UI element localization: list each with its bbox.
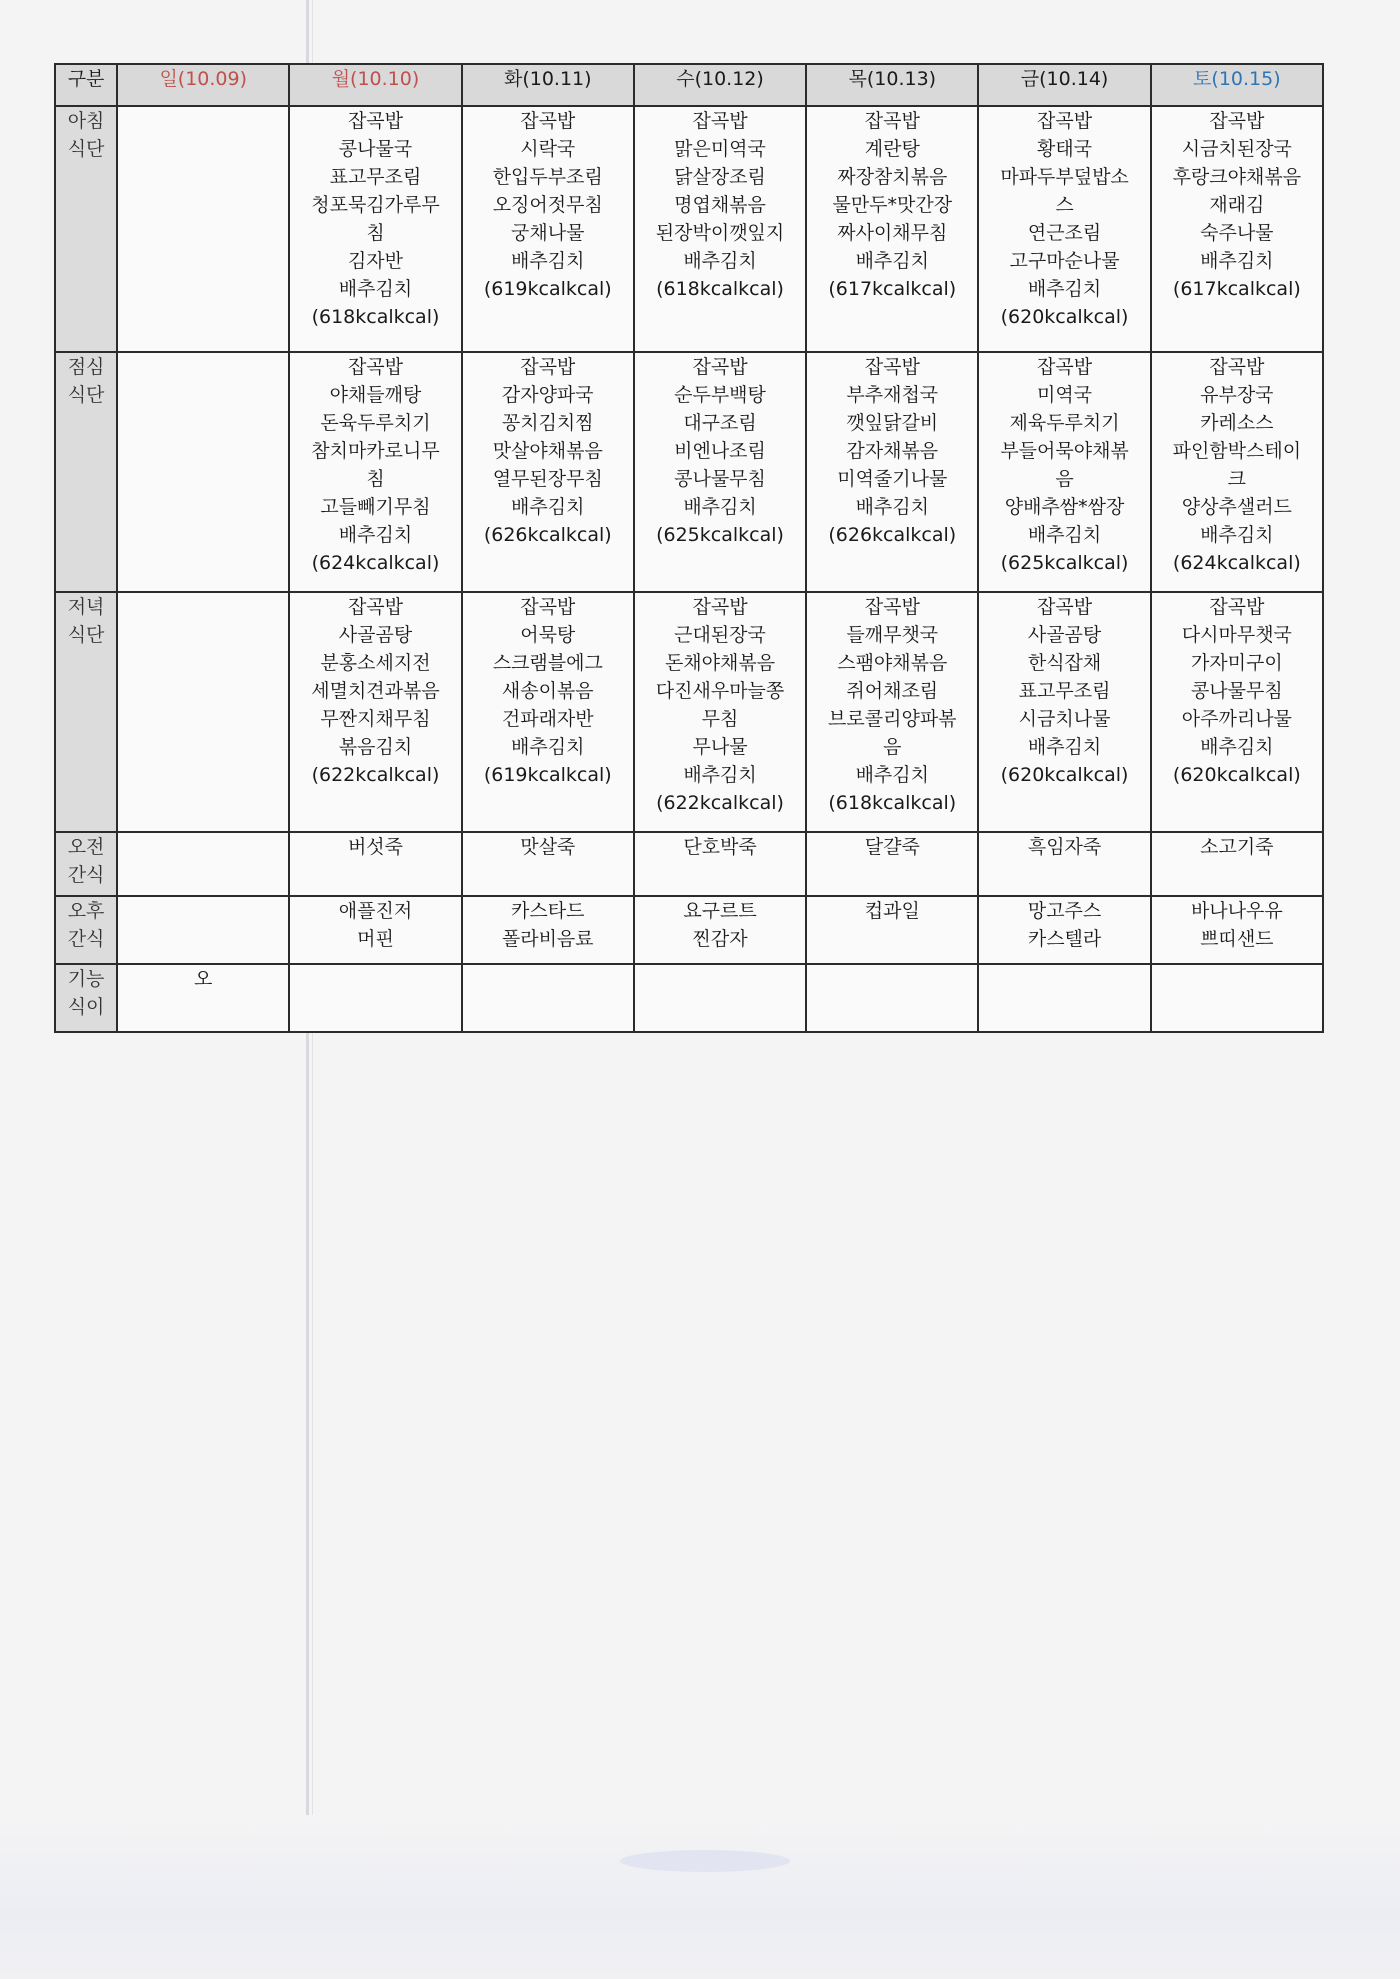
menu-item: (618kcalkcal) bbox=[828, 792, 957, 814]
menu-item: 참치마카로니무 bbox=[311, 440, 440, 462]
menu-item: 표고무조림 bbox=[329, 166, 422, 188]
pm-snack-cell-tue bbox=[462, 896, 634, 964]
menu-item: 폴라비음료 bbox=[501, 928, 594, 950]
lunch-cell-tue bbox=[462, 352, 634, 592]
breakfast-row bbox=[55, 106, 1323, 352]
lunch-cell-wed bbox=[634, 352, 806, 592]
breakfast-cell-wed bbox=[634, 106, 806, 352]
lunch-row bbox=[55, 352, 1323, 592]
menu-item: 찐감자 bbox=[692, 928, 748, 950]
menu-item: 배추김치 bbox=[855, 250, 929, 272]
menu-item: 무짠지채무침 bbox=[320, 708, 431, 730]
header-category-label: 구분 bbox=[55, 64, 117, 106]
header-row bbox=[55, 64, 1323, 106]
pm-snack-cell-mon bbox=[289, 896, 461, 964]
menu-item: 부들어묵야채볶 bbox=[1000, 440, 1129, 462]
menu-item: 양상추샐러드 bbox=[1181, 496, 1292, 518]
menu-item: 잡곡밥 bbox=[692, 596, 748, 618]
menu-item: 순두부백탕 bbox=[674, 384, 766, 406]
menu-item: 계란탕 bbox=[864, 138, 920, 160]
menu-item: 카레소스 bbox=[1200, 412, 1274, 434]
dinner-row-label bbox=[55, 592, 117, 832]
menu-item: 짜장참치볶음 bbox=[837, 166, 948, 188]
row-label-line: 오후 bbox=[67, 900, 105, 922]
row-label-line: 식이 bbox=[67, 996, 105, 1018]
header-day-wed: 수(10.12) bbox=[634, 64, 806, 106]
menu-item: 고들빼기무침 bbox=[320, 496, 431, 518]
menu-item: 배추김치 bbox=[1027, 736, 1102, 758]
row-label-line: 오전 bbox=[67, 836, 105, 858]
menu-item: 카스텔라 bbox=[1027, 928, 1102, 950]
header-day-mon: 월(10.10) bbox=[289, 64, 461, 106]
menu-item: 분홍소세지전 bbox=[320, 652, 431, 674]
menu-item: 쁘띠샌드 bbox=[1200, 928, 1274, 950]
dinner-cell-sun bbox=[117, 592, 289, 832]
menu-item: 잡곡밥 bbox=[692, 110, 748, 132]
menu-item: 무침 bbox=[701, 708, 739, 730]
menu-item: 머핀 bbox=[357, 928, 394, 950]
menu-item: 명엽채볶음 bbox=[674, 194, 766, 216]
menu-item: 컵과일 bbox=[864, 900, 920, 922]
menu-item: 숙주나물 bbox=[1200, 222, 1274, 244]
pm-snack-cell-fri bbox=[978, 896, 1150, 964]
menu-item: 마파두부덮밥소 bbox=[1000, 166, 1129, 188]
am-snack-cell-sun bbox=[117, 832, 289, 896]
menu-item: 유부장국 bbox=[1200, 384, 1274, 406]
functional-cell-thu bbox=[806, 964, 978, 1032]
menu-item: 잡곡밥 bbox=[864, 356, 920, 378]
breakfast-cell-tue bbox=[462, 106, 634, 352]
functional-diet-row bbox=[55, 964, 1323, 1032]
menu-item: 버섯죽 bbox=[347, 836, 404, 858]
breakfast-cell-sun bbox=[117, 106, 289, 352]
functional-cell-mon bbox=[289, 964, 461, 1032]
menu-item: 잡곡밥 bbox=[1209, 356, 1265, 378]
menu-item: 쥐어채조림 bbox=[846, 680, 939, 702]
dinner-cell-tue bbox=[462, 592, 634, 832]
menu-item: 요구르트 bbox=[683, 900, 757, 922]
menu-item: 후랑크야채볶음 bbox=[1172, 166, 1302, 188]
menu-item: (618kcalkcal) bbox=[311, 306, 440, 328]
menu-item: 재래김 bbox=[1209, 194, 1265, 216]
menu-item: 무나물 bbox=[692, 736, 748, 758]
am-snack-cell-wed bbox=[634, 832, 806, 896]
menu-item: 깻잎닭갈비 bbox=[846, 412, 939, 434]
menu-item: 배추김치 bbox=[683, 250, 757, 272]
menu-item: 배추김치 bbox=[338, 524, 413, 546]
menu-item: 한입두부조림 bbox=[492, 166, 603, 188]
lunch-cell-thu bbox=[806, 352, 978, 592]
am-snack-cell-sat bbox=[1151, 832, 1323, 896]
menu-item: 미역줄기나물 bbox=[837, 468, 948, 490]
breakfast-cell-fri bbox=[978, 106, 1150, 352]
pm-snack-row-label bbox=[55, 896, 117, 964]
menu-item: 김자반 bbox=[347, 250, 404, 272]
menu-item: (625kcalkcal) bbox=[656, 524, 784, 546]
functional-cell-tue bbox=[462, 964, 634, 1032]
menu-item: 황태국 bbox=[1037, 138, 1093, 160]
menu-item: 시금치나물 bbox=[1018, 708, 1111, 730]
menu-item: 배추김치 bbox=[1200, 250, 1274, 272]
lunch-cell-mon bbox=[289, 352, 461, 592]
menu-item: 양배추쌈*쌈장 bbox=[1004, 496, 1125, 518]
menu-item: 부추재첩국 bbox=[846, 384, 939, 406]
am-snack-row bbox=[55, 832, 1323, 896]
menu-item: 대구조림 bbox=[683, 412, 757, 434]
menu-item: (624kcalkcal) bbox=[311, 552, 440, 574]
menu-item: 스 bbox=[1055, 194, 1074, 216]
menu-item: 꽁치김치찜 bbox=[501, 412, 594, 434]
header-day-tue: 화(10.11) bbox=[462, 64, 634, 106]
menu-item: 맛살죽 bbox=[520, 836, 576, 858]
pm-snack-row bbox=[55, 896, 1323, 964]
menu-item: 잡곡밥 bbox=[1037, 596, 1093, 618]
menu-item: 브로콜리양파볶 bbox=[828, 708, 957, 730]
row-label-line: 식단 bbox=[67, 384, 105, 406]
lunch-cell-sun bbox=[117, 352, 289, 592]
menu-item: 돈육두루치기 bbox=[320, 412, 431, 434]
menu-item: 크 bbox=[1227, 468, 1247, 490]
functional-cell-fri bbox=[978, 964, 1150, 1032]
menu-item: 배추김치 bbox=[683, 496, 757, 518]
row-label-line: 식단 bbox=[67, 138, 105, 160]
pm-snack-cell-sat bbox=[1151, 896, 1323, 964]
row-label-line: 간식 bbox=[67, 928, 105, 950]
am-snack-cell-thu bbox=[806, 832, 978, 896]
menu-item: 맑은미역국 bbox=[674, 138, 766, 160]
menu-item: 소고기죽 bbox=[1200, 836, 1274, 858]
header-day-thu: 목(10.13) bbox=[806, 64, 978, 106]
menu-item: 잡곡밥 bbox=[1037, 356, 1093, 378]
menu-item: 침 bbox=[366, 468, 385, 490]
menu-item: 음 bbox=[883, 736, 902, 758]
header-day-sun: 일(10.09) bbox=[117, 64, 289, 106]
menu-item: 들깨무챗국 bbox=[846, 624, 939, 646]
menu-item: 닭살장조림 bbox=[674, 166, 766, 188]
breakfast-cell-thu bbox=[806, 106, 978, 352]
functional-cell-wed bbox=[634, 964, 806, 1032]
row-label-line: 점심 bbox=[67, 356, 105, 378]
menu-item: 음 bbox=[1055, 468, 1074, 490]
menu-item: 된장박이깻잎지 bbox=[655, 222, 785, 244]
menu-item: 세멸치견과볶음 bbox=[311, 680, 440, 702]
menu-item: 스팸야채볶음 bbox=[837, 652, 948, 674]
menu-item: 망고주스 bbox=[1027, 900, 1102, 922]
menu-item: 스크램블에그 bbox=[492, 652, 603, 674]
menu-item: 흑임자죽 bbox=[1027, 836, 1102, 858]
menu-item: 잡곡밥 bbox=[347, 356, 404, 378]
menu-item: 새송이볶음 bbox=[501, 680, 594, 702]
menu-item: 애플진저 bbox=[338, 900, 413, 922]
scan-bottom-shadow bbox=[0, 1815, 1400, 1979]
menu-item: 배추김치 bbox=[1200, 736, 1274, 758]
menu-item: (624kcalkcal) bbox=[1172, 552, 1301, 574]
menu-item: 가자미구이 bbox=[1190, 652, 1283, 674]
menu-item: 배추김치 bbox=[683, 764, 757, 786]
menu-item: 표고무조림 bbox=[1018, 680, 1111, 702]
menu-item: (622kcalkcal) bbox=[656, 792, 784, 814]
functional-cell-sun bbox=[117, 964, 289, 1032]
row-label-line: 간식 bbox=[67, 864, 105, 886]
pm-snack-cell-wed bbox=[634, 896, 806, 964]
pm-snack-cell-thu bbox=[806, 896, 978, 964]
menu-item: (625kcalkcal) bbox=[1000, 552, 1129, 574]
am-snack-cell-tue bbox=[462, 832, 634, 896]
menu-item: 시금치된장국 bbox=[1181, 138, 1292, 160]
menu-item: 사골곰탕 bbox=[338, 624, 413, 646]
weekly-meal-table bbox=[54, 63, 1324, 1033]
menu-item: 카스타드 bbox=[511, 900, 585, 922]
menu-item: 단호박죽 bbox=[683, 836, 757, 858]
menu-item: 달걀죽 bbox=[864, 836, 920, 858]
menu-item: 열무된장무침 bbox=[492, 468, 603, 490]
menu-item: 궁채나물 bbox=[511, 222, 585, 244]
menu-item: 짜사이채무침 bbox=[837, 222, 948, 244]
menu-item: 배추김치 bbox=[855, 496, 929, 518]
menu-item: 건파래자반 bbox=[501, 708, 594, 730]
row-label-line: 식단 bbox=[67, 624, 105, 646]
menu-item: 감자채볶음 bbox=[846, 440, 939, 462]
menu-item: 물만두*맛간장 bbox=[832, 194, 953, 216]
dinner-cell-sat bbox=[1151, 592, 1323, 832]
am-snack-cell-mon bbox=[289, 832, 461, 896]
menu-item: 파인함박스테이 bbox=[1172, 440, 1302, 462]
menu-item: (620kcalkcal) bbox=[1000, 764, 1129, 786]
dinner-row bbox=[55, 592, 1323, 832]
menu-item: 오 bbox=[194, 968, 213, 990]
menu-item: 사골곰탕 bbox=[1027, 624, 1102, 646]
menu-item: (619kcalkcal) bbox=[483, 278, 612, 300]
menu-item: 잡곡밥 bbox=[692, 356, 748, 378]
menu-item: 미역국 bbox=[1037, 384, 1093, 406]
lunch-row-label bbox=[55, 352, 117, 592]
menu-item: 고구마순나물 bbox=[1009, 250, 1120, 272]
menu-item: (617kcalkcal) bbox=[828, 278, 957, 300]
menu-item: 잡곡밥 bbox=[1209, 110, 1265, 132]
menu-item: 비엔나조림 bbox=[674, 440, 766, 462]
menu-item: 오징어젓무침 bbox=[492, 194, 603, 216]
menu-item: 어묵탕 bbox=[520, 624, 576, 646]
menu-item: 배추김치 bbox=[1027, 524, 1102, 546]
row-label-line: 저녁 bbox=[67, 596, 105, 618]
menu-item: 아주까리나물 bbox=[1181, 708, 1292, 730]
menu-item: 감자양파국 bbox=[501, 384, 594, 406]
header-day-fri: 금(10.14) bbox=[978, 64, 1150, 106]
menu-item: 돈채야채볶음 bbox=[664, 652, 776, 674]
menu-item: 제육두루치기 bbox=[1009, 412, 1120, 434]
menu-item: 잡곡밥 bbox=[347, 110, 404, 132]
menu-item: 콩나물무침 bbox=[1190, 680, 1283, 702]
functional-row-label bbox=[55, 964, 117, 1032]
menu-item: 잡곡밥 bbox=[1209, 596, 1265, 618]
row-label-line: 아침 bbox=[67, 110, 105, 132]
menu-item: 잡곡밥 bbox=[1037, 110, 1093, 132]
menu-item: 침 bbox=[366, 222, 385, 244]
menu-item: (620kcalkcal) bbox=[1000, 306, 1129, 328]
menu-item: 잡곡밥 bbox=[520, 596, 576, 618]
menu-item: 다시마무챗국 bbox=[1181, 624, 1292, 646]
lunch-cell-fri bbox=[978, 352, 1150, 592]
menu-item: 콩나물국 bbox=[338, 138, 413, 160]
menu-item: 잡곡밥 bbox=[347, 596, 404, 618]
dinner-cell-thu bbox=[806, 592, 978, 832]
menu-item: 배추김치 bbox=[511, 250, 585, 272]
menu-item: 바나나우유 bbox=[1190, 900, 1283, 922]
menu-item: (617kcalkcal) bbox=[1172, 278, 1301, 300]
header-day-sat: 토(10.15) bbox=[1151, 64, 1323, 106]
dinner-cell-wed bbox=[634, 592, 806, 832]
menu-item: 잡곡밥 bbox=[864, 596, 920, 618]
menu-item: 시락국 bbox=[520, 138, 576, 160]
menu-item: (626kcalkcal) bbox=[828, 524, 957, 546]
menu-item: 배추김치 bbox=[1027, 278, 1102, 300]
menu-item: 연근조림 bbox=[1027, 222, 1102, 244]
am-snack-cell-fri bbox=[978, 832, 1150, 896]
menu-item: 콩나물무침 bbox=[674, 468, 766, 490]
menu-item: 근대된장국 bbox=[674, 624, 766, 646]
functional-cell-sat bbox=[1151, 964, 1323, 1032]
menu-item: 배추김치 bbox=[855, 764, 929, 786]
menu-item: 배추김치 bbox=[1200, 524, 1274, 546]
row-label-line: 기능 bbox=[67, 968, 105, 990]
menu-item: 야채들깨탕 bbox=[329, 384, 422, 406]
menu-item: 배추김치 bbox=[338, 278, 413, 300]
breakfast-row-label bbox=[55, 106, 117, 352]
menu-item: 배추김치 bbox=[511, 736, 585, 758]
menu-item: 잡곡밥 bbox=[864, 110, 920, 132]
scan-smudge bbox=[620, 1850, 790, 1872]
pm-snack-cell-sun bbox=[117, 896, 289, 964]
menu-item: 배추김치 bbox=[511, 496, 585, 518]
breakfast-cell-mon bbox=[289, 106, 461, 352]
menu-item: 잡곡밥 bbox=[520, 356, 576, 378]
am-snack-row-label bbox=[55, 832, 117, 896]
menu-item: (622kcalkcal) bbox=[311, 764, 440, 786]
menu-item: 잡곡밥 bbox=[520, 110, 576, 132]
menu-item: (619kcalkcal) bbox=[483, 764, 612, 786]
menu-item: 한식잡채 bbox=[1027, 652, 1102, 674]
menu-item: (626kcalkcal) bbox=[483, 524, 612, 546]
dinner-cell-fri bbox=[978, 592, 1150, 832]
menu-item: 다진새우마늘쫑 bbox=[655, 680, 785, 702]
lunch-cell-sat bbox=[1151, 352, 1323, 592]
menu-item: 볶음김치 bbox=[338, 736, 413, 758]
menu-item: (620kcalkcal) bbox=[1172, 764, 1301, 786]
breakfast-cell-sat bbox=[1151, 106, 1323, 352]
menu-item: (618kcalkcal) bbox=[656, 278, 784, 300]
menu-item: 맛살야채볶음 bbox=[492, 440, 603, 462]
menu-item: 청포묵김가루무 bbox=[311, 194, 440, 216]
dinner-cell-mon bbox=[289, 592, 461, 832]
